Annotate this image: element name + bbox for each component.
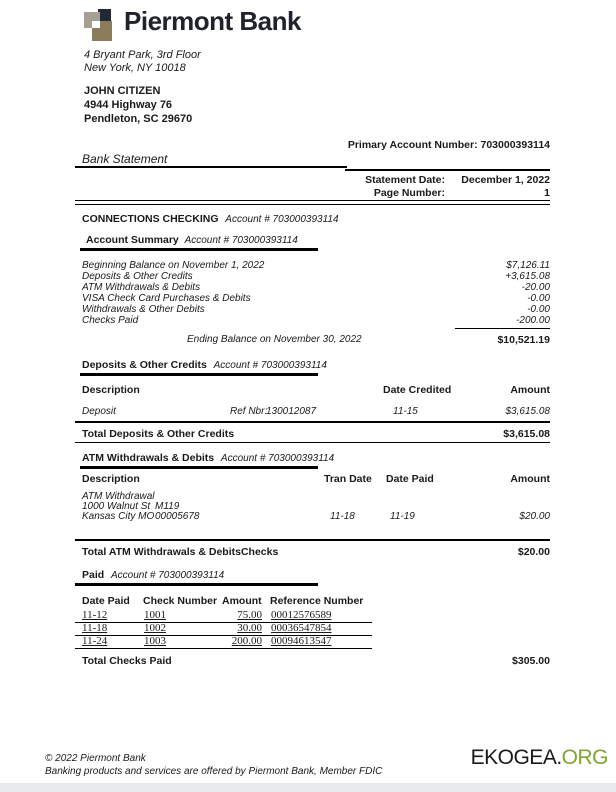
statement-date-value: December 1, 2022 [461,174,550,186]
deposits-heading-ref: Account # 703000393114 [213,360,327,371]
check-date-paid: 11-18 [82,622,108,634]
piermont-logo-icon [84,9,116,41]
atm-row-terminal: 00005678 [155,511,200,522]
check-reference: 00036547854 [271,622,332,634]
summary-heading-ref: Account # 703000393114 [184,235,298,246]
deposits-total-amount: $3,615.08 [503,428,550,440]
atm-total-rule [75,539,550,541]
logo-overlap-square [92,21,100,28]
summary-row-label: Checks Paid [82,315,139,326]
summary-row-label: Beginning Balance on November 1, 2022 [82,260,265,271]
deposits-col-description: Description [82,384,140,396]
check-date-paid: 11-24 [82,635,108,647]
summary-row-amount: $7,126.11 [506,260,550,271]
atm-row-tran-date: 11-18 [330,511,355,522]
account-type-label: CONNECTIONS CHECKING [82,213,219,225]
header-double-line [75,200,550,205]
summary-row-amount: -0.00 [527,304,550,315]
deposits-col-date-credited: Date Credited [383,384,452,396]
atm-row-amount: $20.00 [519,511,550,522]
atm-col-tran-date: Tran Date [324,473,372,485]
ekogea-watermark [471,746,608,770]
bank-address [84,49,201,75]
summary-row-label: Deposits & Other Credits [82,271,193,282]
primary-account-number: 703000393114 [480,139,550,151]
account-type-heading [82,213,339,225]
check-amount: 30.00 [237,622,262,634]
summary-row-label: VISA Check Card Purchases & Debits [82,293,251,304]
primary-account-line [300,139,550,151]
summary-row-label: Withdrawals & Other Debits [82,304,205,315]
checks-col-check-number: Check Number [143,595,218,607]
checks-col-reference: Reference Number [270,595,364,607]
atm-total-amount: $20.00 [517,546,550,558]
atm-heading-ref: Account # 703000393114 [220,453,335,464]
checks-heading-rule [75,583,318,586]
statement-box-top-line [345,169,550,171]
deposits-col-amount: Amount [510,384,550,396]
deposits-bottom-rule [75,442,550,443]
deposits-heading [82,359,327,371]
primary-account-label: Primary Account Number: [347,139,478,151]
deposits-total-rule [75,421,550,423]
deposit-amount: $3,615.08 [505,406,550,417]
atm-row-city: Kansas City MO [82,511,155,522]
check-amount: 200.00 [231,635,262,647]
atm-row-line1: ATM Withdrawal [82,491,155,502]
recipient-address-line2: Pendleton, SC 29670 [84,113,193,125]
check-number: 1002 [144,622,166,634]
deposit-description: Deposit [82,406,116,417]
bank-address-line2: New York, NY 10018 [84,62,186,74]
page-number-label: Page Number: [373,187,445,199]
summary-heading-label: Account Summary [86,234,179,246]
check-date-paid: 11-12 [82,609,108,621]
deposit-ref-number: 130012087 [266,406,317,417]
page-bottom-edge [0,783,616,792]
ending-balance-label: Ending Balance on November 30, 2022 [187,334,362,345]
footer-disclaimer: Banking products and services are offered by Piermont Bank, Member FDIC [45,766,383,777]
recipient-block [84,84,192,126]
atm-row-street: 1000 Walnut St [82,501,151,512]
recipient-address-line1: 4944 Highway 76 [84,99,173,111]
page-title: Bank Statement [82,152,168,166]
checks-heading-ref: Account # 703000393114 [110,570,225,581]
checks-heading [82,569,224,581]
summary-heading [86,234,298,246]
deposits-heading-label: Deposits & Other Credits [82,359,207,371]
atm-heading-label: ATM Withdrawals & Debits [82,452,215,464]
summary-row-label: ATM Withdrawals & Debits [82,282,201,293]
summary-row-amount: -200.00 [516,315,550,326]
bank-address-line1: 4 Bryant Park, 3rd Floor [84,49,201,61]
checks-col-amount: Amount [222,595,262,607]
checks-total-label: Total Checks Paid [82,655,172,667]
check-row-rule [75,648,372,649]
watermark-accent-text: ORG [561,746,608,769]
watermark-dark-text: EKOGEA. [470,746,562,769]
atm-row-machine-id: M119 [155,501,180,512]
atm-total-label: Total ATM Withdrawals & DebitsChecks [82,546,279,558]
ending-balance-amount: $10,521.19 [497,334,550,346]
bank-name: Piermont Bank [124,6,301,36]
atm-col-date-paid: Date Paid [386,473,434,485]
summary-row-amount: -20.00 [521,282,550,293]
ending-balance-rule [455,328,550,329]
title-underline [75,166,347,168]
checks-total-amount: $305.00 [512,655,550,667]
atm-col-description: Description [82,473,140,485]
check-amount: 75.00 [237,609,262,621]
summary-row-amount: -0.00 [527,293,550,304]
deposit-ref-label: Ref Nbr: [230,406,268,417]
checks-col-date-paid: Date Paid [82,595,130,607]
atm-row-date-paid: 11-19 [390,511,415,522]
check-reference: 00094613547 [271,635,332,647]
footer-copyright: © 2022 Piermont Bank [45,753,146,764]
check-number: 1003 [144,635,166,647]
recipient-name: JOHN CITIZEN [84,85,161,97]
check-number: 1001 [144,609,166,621]
check-reference: 00012576589 [271,609,332,621]
deposit-date-credited: 11-15 [393,406,418,417]
checks-heading-label: Paid [82,569,105,581]
atm-col-amount: Amount [510,473,550,485]
statement-date-label: Statement Date: [365,174,445,186]
summary-heading-rule [80,248,318,251]
account-type-ref: Account # 703000393114 [225,214,339,225]
deposits-heading-rule [80,373,318,376]
page-number-value: 1 [544,187,550,199]
deposits-total-label: Total Deposits & Other Credits [82,428,235,440]
summary-row-amount: +3,615.08 [505,271,550,282]
atm-heading-rule [80,466,318,469]
atm-heading [82,452,334,464]
